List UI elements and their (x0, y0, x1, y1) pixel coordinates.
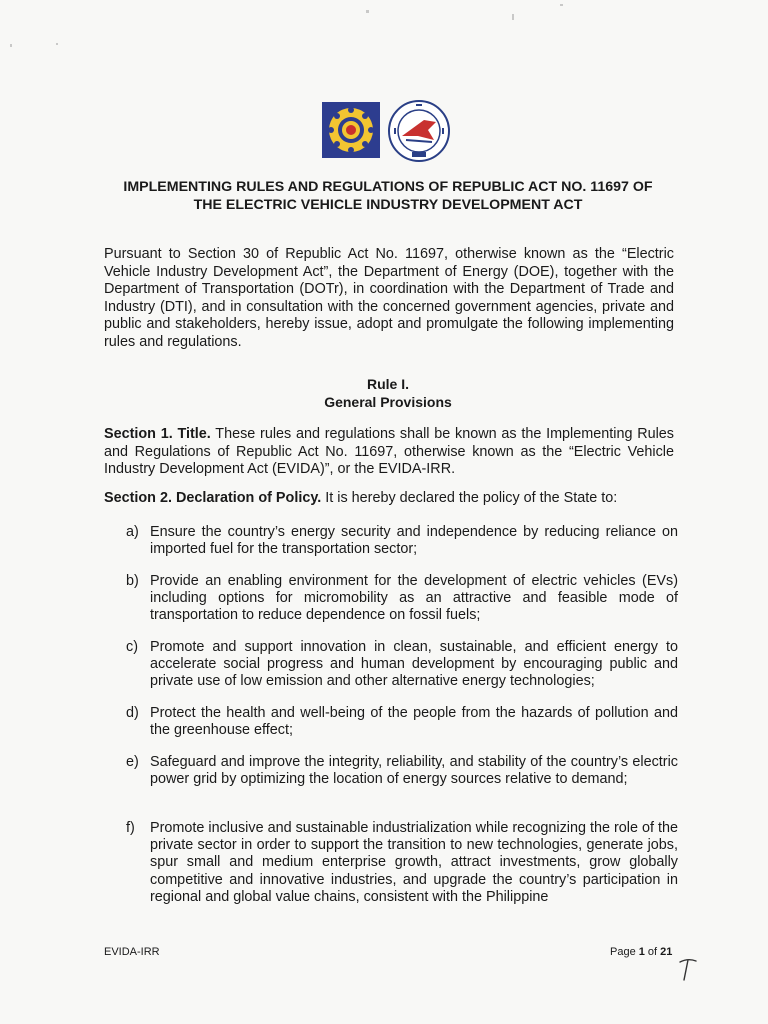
list-item-text: Promote inclusive and sustainable industrialization while recognizing the role of the private sector in order to support the transition to new technologies, generate jobs, spur small and medium enterprise growth, attract investments, grow globally competitive and innovative industries, and upgrade the country’s participation in regional and global value chains, consistent with the Philippine (150, 820, 678, 905)
section-1-heading: Section 1. Title. (104, 426, 211, 442)
section-1-text: These rules and regulations shall be known as the Implementing Rules and Regulations of Republic Act No. 11697, otherwise known as the “Electric Vehicle Industry Development Act (EVIDA)”, or the EVIDA-IRR. (104, 426, 675, 478)
list-item-label: f) (126, 820, 135, 836)
list-item-label: e) (126, 754, 139, 770)
scan-speck (512, 14, 514, 20)
section-1 (104, 426, 674, 479)
list-item-text: Promote and support innovation in clean, sustainable, and efficient energy to accelerate social progress and human development by encouraging public and private use of low emission and other alternative energy technologies; (150, 639, 678, 690)
intro-paragraph: Pursuant to Section 30 of Republic Act No. 11697, otherwise known as the “Electric Vehicle Industry Development Act”, the Department of Energy (DOE), together with the Department of Transportation (DOTr), in coordination with the Department of Trade and Industry (DTI), and in consultation with the concerned government agencies, private and public and stakeholders, hereby issue, adopt and promulgate the following implementing rules and regulations. (104, 246, 674, 350)
rule-heading (100, 376, 676, 411)
document-title (100, 178, 676, 214)
section-2-heading: Section 2. Declaration of Policy. (104, 490, 322, 506)
scan-speck (560, 4, 563, 6)
footer-doc-code: EVIDA-IRR (104, 946, 160, 958)
scan-speck (366, 10, 369, 13)
list-item-label: a) (126, 524, 139, 540)
section-2 (104, 490, 674, 508)
list-item (126, 573, 678, 625)
list-item-label: c) (126, 639, 138, 655)
title-line-1: IMPLEMENTING RULES AND REGULATIONS OF REPUBLIC ACT NO. 11697 OF (123, 179, 653, 195)
list-item-text: Protect the health and well-being of the people from the hazards of pollution and the greenhouse effect; (150, 705, 678, 739)
section-2-text: It is hereby declared the policy of the State to: (321, 490, 618, 506)
footer-page-number (610, 946, 672, 958)
page-total: 21 (660, 946, 673, 958)
list-item-label: b) (126, 573, 139, 589)
handwritten-initial-icon (676, 956, 698, 982)
doe-seal-icon (322, 102, 380, 158)
title-line-2: THE ELECTRIC VEHICLE INDUSTRY DEVELOPMENT ACT (193, 197, 583, 213)
list-item (126, 524, 678, 558)
list-item-text: Provide an enabling environment for the development of electric vehicles (EVs) including options for micromobility as an attractive and feasible mode of transportation to reduce dependence on fossil fuels; (150, 573, 678, 624)
page-current: 1 (638, 946, 645, 958)
rule-number: Rule I. (366, 376, 409, 392)
dotr-seal-icon (388, 100, 450, 162)
list-item (126, 705, 678, 739)
header-logos (322, 100, 452, 162)
scan-speck (10, 44, 12, 47)
list-item-text: Ensure the country’s energy security and independence by reducing reliance on imported fuel for the transportation sector; (150, 524, 678, 558)
list-item-label: d) (126, 705, 139, 721)
page-of: of (644, 946, 661, 958)
page-prefix: Page (610, 946, 639, 958)
list-item (126, 820, 678, 906)
list-item-text: Safeguard and improve the integrity, reliability, and stability of the country’s electric power grid by optimizing the location of energy sources relative to demand; (150, 754, 678, 788)
rule-name: General Provisions (324, 393, 452, 410)
scan-speck (56, 43, 58, 45)
list-item (126, 639, 678, 691)
list-item (126, 754, 678, 788)
